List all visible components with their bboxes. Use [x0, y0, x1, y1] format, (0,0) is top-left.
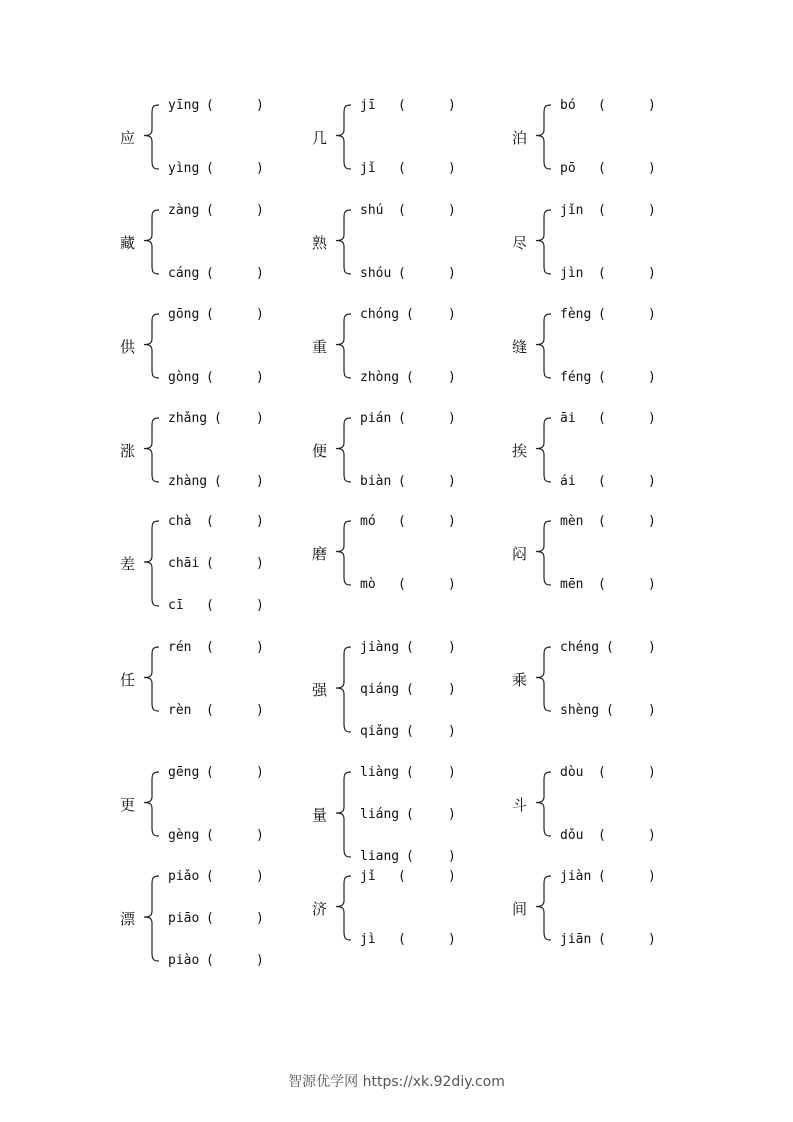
- curly-brace-icon: [534, 875, 554, 944]
- pinyin-reading: rèn: [168, 703, 192, 718]
- answer-paren-open: (: [206, 266, 214, 281]
- pinyin-reading: shóu: [360, 266, 392, 281]
- hanzi-character: 漂: [120, 910, 136, 928]
- pinyin-reading: biàn: [360, 474, 392, 489]
- answer-paren-open: (: [406, 682, 414, 697]
- answer-paren-close: ): [648, 828, 656, 843]
- answer-paren-close: ): [448, 266, 456, 281]
- pinyin-reading: qiǎng: [360, 724, 400, 739]
- answer-paren-open: (: [406, 807, 414, 822]
- answer-paren-open: (: [398, 577, 406, 592]
- pinyin-reading: gòng: [168, 370, 200, 385]
- pinyin-reading: shú: [360, 203, 384, 218]
- answer-paren-open: (: [206, 514, 214, 529]
- answer-paren-open: (: [398, 932, 406, 947]
- hanzi-character: 缝: [512, 337, 528, 356]
- answer-paren-close: ): [448, 474, 456, 489]
- answer-paren-close: ): [448, 849, 456, 864]
- curly-brace-icon: [534, 771, 554, 840]
- pinyin-reading: pō: [560, 161, 576, 176]
- pinyin-reading: féng: [560, 370, 592, 385]
- answer-paren-open: (: [206, 640, 214, 655]
- hanzi-character: 藏: [120, 233, 136, 252]
- curly-brace-icon: [334, 313, 354, 382]
- answer-paren-open: (: [206, 598, 214, 613]
- answer-paren-open: (: [598, 370, 606, 385]
- hanzi-character: 间: [512, 899, 528, 918]
- curly-brace-icon: [334, 209, 354, 278]
- pinyin-reading: bó: [560, 98, 576, 113]
- curly-brace-icon: [534, 417, 554, 486]
- answer-paren-close: ): [648, 640, 656, 655]
- answer-paren-open: (: [398, 411, 406, 426]
- hanzi-character: 磨: [312, 544, 328, 563]
- hanzi-character: 挨: [512, 441, 528, 460]
- pinyin-reading: mò: [360, 577, 376, 592]
- answer-paren-open: (: [206, 911, 214, 926]
- pinyin-reading: jìn: [560, 266, 584, 281]
- curly-brace-icon: [334, 875, 354, 944]
- pinyin-reading: jǐ: [360, 869, 376, 884]
- answer-paren-close: ): [256, 514, 264, 529]
- pinyin-reading: jī: [360, 98, 376, 113]
- answer-paren-close: ): [256, 411, 264, 426]
- answer-paren-close: ): [256, 828, 264, 843]
- answer-paren-close: ): [448, 640, 456, 655]
- curly-brace-icon: [534, 209, 554, 278]
- answer-paren-open: (: [206, 765, 214, 780]
- answer-paren-open: (: [598, 161, 606, 176]
- answer-paren-close: ): [448, 307, 456, 322]
- answer-paren-close: ): [448, 370, 456, 385]
- pinyin-reading: zhǎng: [168, 411, 208, 426]
- pinyin-reading: liang: [360, 849, 400, 864]
- answer-paren-open: (: [598, 514, 606, 529]
- answer-paren-open: (: [598, 577, 606, 592]
- answer-paren-close: ): [256, 307, 264, 322]
- answer-paren-open: (: [206, 203, 214, 218]
- pinyin-reading: ái: [560, 474, 576, 489]
- answer-paren-close: ): [448, 577, 456, 592]
- answer-paren-close: ): [256, 598, 264, 613]
- answer-paren-open: (: [406, 849, 414, 864]
- answer-paren-close: ): [648, 161, 656, 176]
- answer-paren-close: ): [256, 869, 264, 884]
- pinyin-reading: chéng: [560, 640, 600, 655]
- pinyin-reading: yīng: [168, 98, 200, 113]
- answer-paren-close: ): [648, 307, 656, 322]
- hanzi-character: 泊: [512, 128, 528, 147]
- pinyin-reading: jǐ: [360, 161, 376, 176]
- answer-paren-open: (: [206, 161, 214, 176]
- pinyin-reading: gēng: [168, 765, 200, 780]
- answer-paren-open: (: [398, 869, 406, 884]
- answer-paren-close: ): [256, 911, 264, 926]
- answer-paren-open: (: [406, 640, 414, 655]
- answer-paren-open: (: [206, 703, 214, 718]
- pinyin-reading: mèn: [560, 514, 584, 529]
- pinyin-reading: jǐn: [560, 203, 584, 218]
- pinyin-reading: piǎo: [168, 869, 200, 884]
- answer-paren-close: ): [448, 203, 456, 218]
- curly-brace-icon: [334, 520, 354, 589]
- pinyin-reading: chóng: [360, 307, 400, 322]
- pinyin-reading: mēn: [560, 577, 584, 592]
- pinyin-reading: zhàng: [168, 474, 208, 489]
- answer-paren-close: ): [256, 370, 264, 385]
- answer-paren-open: (: [214, 411, 222, 426]
- answer-paren-close: ): [256, 556, 264, 571]
- answer-paren-open: (: [598, 203, 606, 218]
- answer-paren-close: ): [256, 765, 264, 780]
- curly-brace-icon: [334, 417, 354, 486]
- answer-paren-open: (: [206, 98, 214, 113]
- answer-paren-close: ): [256, 640, 264, 655]
- answer-paren-close: ): [448, 682, 456, 697]
- pinyin-reading: liáng: [360, 807, 400, 822]
- answer-paren-open: (: [598, 98, 606, 113]
- curly-brace-icon: [334, 646, 354, 736]
- answer-paren-open: (: [406, 724, 414, 739]
- answer-paren-close: ): [256, 474, 264, 489]
- answer-paren-open: (: [206, 307, 214, 322]
- answer-paren-close: ): [648, 765, 656, 780]
- answer-paren-close: ): [448, 98, 456, 113]
- answer-paren-close: ): [256, 266, 264, 281]
- answer-paren-open: (: [398, 98, 406, 113]
- answer-paren-open: (: [398, 514, 406, 529]
- answer-paren-open: (: [398, 266, 406, 281]
- answer-paren-open: (: [606, 640, 614, 655]
- answer-paren-close: ): [448, 161, 456, 176]
- answer-paren-close: ): [448, 411, 456, 426]
- pinyin-reading: liàng: [360, 765, 400, 780]
- pinyin-reading: cáng: [168, 266, 200, 281]
- pinyin-reading: jiàn: [560, 869, 592, 884]
- answer-paren-close: ): [448, 869, 456, 884]
- curly-brace-icon: [534, 313, 554, 382]
- hanzi-character: 斗: [512, 795, 528, 814]
- hanzi-character: 尽: [512, 233, 528, 252]
- pinyin-reading: piāo: [168, 911, 200, 926]
- answer-paren-close: ): [448, 807, 456, 822]
- answer-paren-close: ): [648, 370, 656, 385]
- answer-paren-open: (: [206, 370, 214, 385]
- pinyin-reading: mó: [360, 514, 376, 529]
- pinyin-reading: āi: [560, 411, 576, 426]
- answer-paren-close: ): [256, 203, 264, 218]
- curly-brace-icon: [142, 646, 162, 715]
- hanzi-character: 几: [312, 128, 328, 147]
- answer-paren-open: (: [406, 307, 414, 322]
- pinyin-reading: fèng: [560, 307, 592, 322]
- answer-paren-open: (: [398, 203, 406, 218]
- pinyin-reading: shèng: [560, 703, 600, 718]
- pinyin-reading: rén: [168, 640, 192, 655]
- answer-paren-open: (: [598, 765, 606, 780]
- answer-paren-open: (: [206, 953, 214, 968]
- curly-brace-icon: [534, 520, 554, 589]
- pinyin-reading: gèng: [168, 828, 200, 843]
- answer-paren-close: ): [648, 932, 656, 947]
- answer-paren-close: ): [256, 703, 264, 718]
- answer-paren-open: (: [398, 474, 406, 489]
- curly-brace-icon: [534, 104, 554, 173]
- footer-watermark: 智源优学网 https://xk.92diy.com: [288, 1074, 505, 1090]
- hanzi-character: 强: [312, 681, 328, 699]
- curly-brace-icon: [534, 646, 554, 715]
- curly-brace-icon: [142, 313, 162, 382]
- answer-paren-close: ): [256, 161, 264, 176]
- answer-paren-open: (: [214, 474, 222, 489]
- curly-brace-icon: [142, 209, 162, 278]
- answer-paren-open: (: [598, 828, 606, 843]
- pinyin-reading: jiān: [560, 932, 592, 947]
- answer-paren-close: ): [648, 703, 656, 718]
- pinyin-reading: pián: [360, 411, 392, 426]
- answer-paren-close: ): [648, 203, 656, 218]
- answer-paren-open: (: [598, 307, 606, 322]
- pinyin-reading: chāi: [168, 556, 200, 571]
- curly-brace-icon: [142, 417, 162, 486]
- answer-paren-open: (: [598, 474, 606, 489]
- answer-paren-close: ): [648, 869, 656, 884]
- answer-paren-open: (: [406, 370, 414, 385]
- answer-paren-close: ): [648, 266, 656, 281]
- hanzi-character: 差: [120, 555, 136, 573]
- curly-brace-icon: [142, 875, 162, 965]
- hanzi-character: 济: [312, 899, 328, 918]
- pinyin-reading: cī: [168, 598, 184, 613]
- hanzi-character: 涨: [120, 441, 136, 460]
- answer-paren-close: ): [448, 724, 456, 739]
- pinyin-reading: gōng: [168, 307, 200, 322]
- answer-paren-open: (: [206, 556, 214, 571]
- pinyin-reading: jiàng: [360, 640, 400, 655]
- pinyin-reading: qiáng: [360, 682, 400, 697]
- answer-paren-open: (: [598, 266, 606, 281]
- pinyin-reading: yìng: [168, 161, 200, 176]
- answer-paren-open: (: [206, 869, 214, 884]
- answer-paren-open: (: [606, 703, 614, 718]
- answer-paren-close: ): [448, 932, 456, 947]
- pinyin-reading: jì: [360, 932, 376, 947]
- pinyin-reading: zhòng: [360, 370, 400, 385]
- pinyin-reading: zàng: [168, 203, 200, 218]
- pinyin-reading: chà: [168, 514, 192, 529]
- answer-paren-open: (: [398, 161, 406, 176]
- answer-paren-close: ): [648, 577, 656, 592]
- answer-paren-close: ): [256, 98, 264, 113]
- answer-paren-close: ): [448, 765, 456, 780]
- pinyin-reading: dǒu: [560, 828, 584, 843]
- answer-paren-close: ): [648, 474, 656, 489]
- pinyin-reading: dòu: [560, 765, 584, 780]
- hanzi-character: 量: [312, 806, 328, 824]
- answer-paren-close: ): [256, 953, 264, 968]
- hanzi-character: 乘: [512, 670, 528, 689]
- answer-paren-open: (: [598, 411, 606, 426]
- answer-paren-open: (: [406, 765, 414, 780]
- curly-brace-icon: [334, 104, 354, 173]
- curly-brace-icon: [142, 771, 162, 840]
- curly-brace-icon: [142, 104, 162, 173]
- answer-paren-close: ): [648, 98, 656, 113]
- hanzi-character: 应: [120, 128, 136, 147]
- answer-paren-close: ): [648, 514, 656, 529]
- answer-paren-open: (: [206, 828, 214, 843]
- pinyin-reading: piào: [168, 953, 200, 968]
- hanzi-character: 重: [312, 337, 328, 356]
- answer-paren-close: ): [448, 514, 456, 529]
- answer-paren-open: (: [598, 932, 606, 947]
- hanzi-character: 熟: [312, 233, 328, 252]
- hanzi-character: 更: [120, 795, 136, 814]
- hanzi-character: 任: [120, 670, 136, 689]
- hanzi-character: 便: [312, 441, 328, 460]
- answer-paren-open: (: [598, 869, 606, 884]
- answer-paren-close: ): [648, 411, 656, 426]
- hanzi-character: 闷: [512, 544, 528, 563]
- curly-brace-icon: [142, 520, 162, 610]
- curly-brace-icon: [334, 771, 354, 861]
- hanzi-character: 供: [120, 337, 136, 356]
